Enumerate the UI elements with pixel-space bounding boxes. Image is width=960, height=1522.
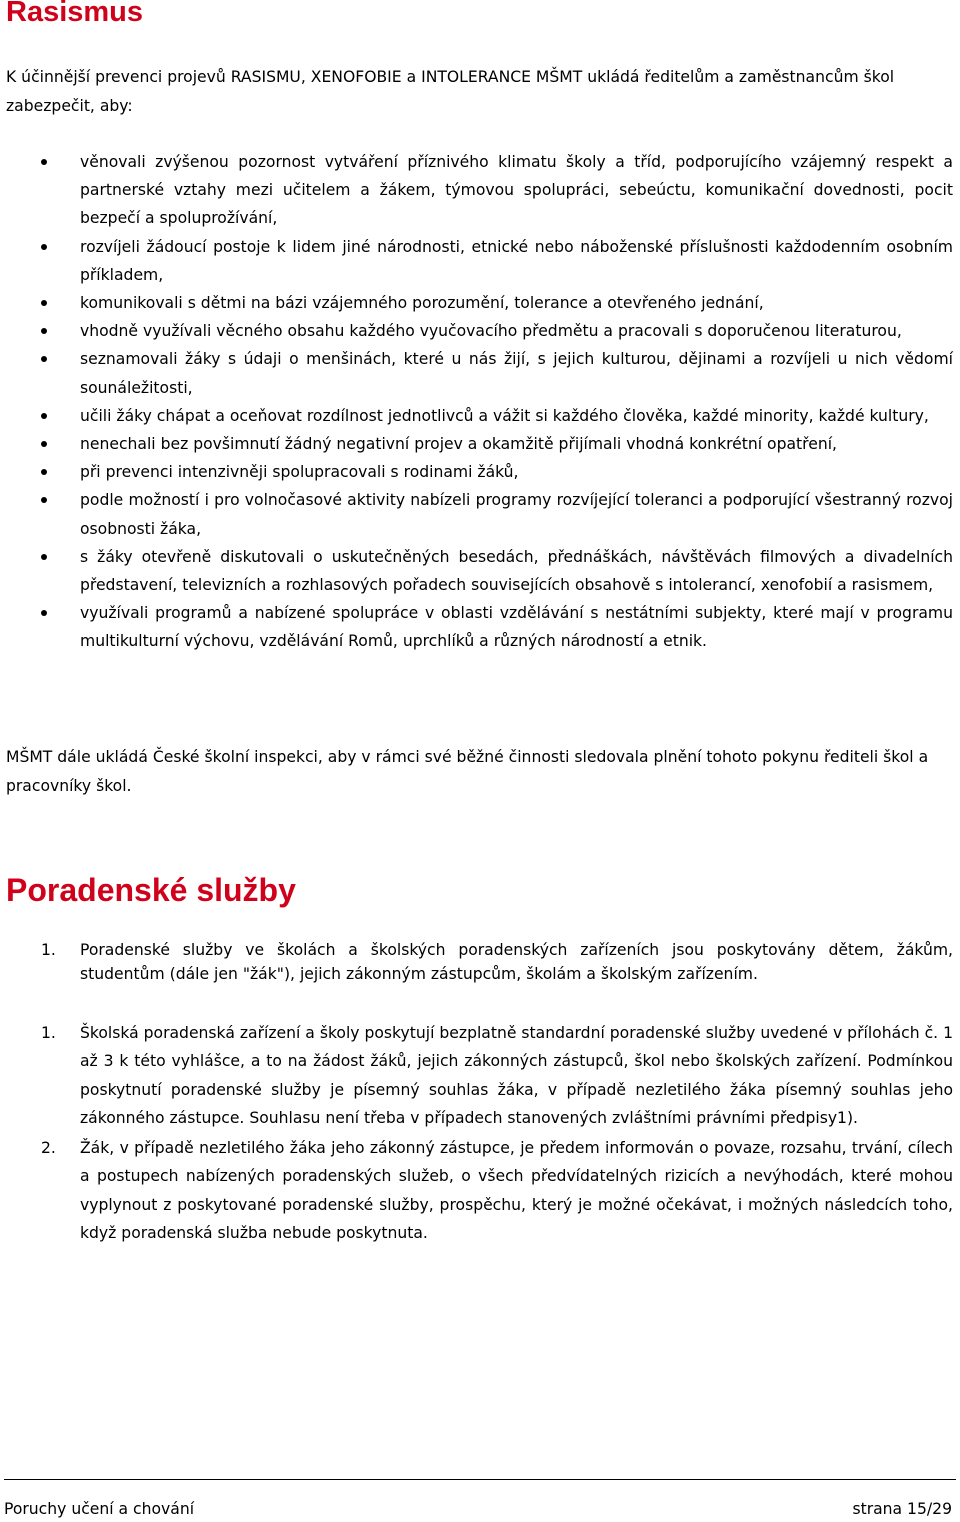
list-item-text: Žák, v případě nezletilého žáka jeho zákonný zástupce, je předem informován o povaze, rozsahu, trvání, cílech a postupech nabízených poradenských služeb, o všech předvídatelných rizicích a nevýhodách, které mohou vyplynout z poskytované poradenské služby, prospěchu, který je možné očekávat, i možných následcích toho, když poradenská služba nebude poskytnuta. — [80, 1139, 953, 1243]
list-item-text: využívali programů a nabízené spolupráce v oblasti vzdělávání s nestátními subjekty, které mají v programu multikulturní výchovu, vzdělávání Romů, uprchlíků a různých národností a etnik. — [80, 604, 953, 651]
list-item — [0, 402, 953, 430]
bullet-icon — [41, 328, 47, 334]
bullet-icon — [41, 441, 47, 447]
closing-paragraph: MŠMT dále ukládá České školní inspekci, aby v rámci své běžné činnosti sledovala plnění tohoto pokynu řediteli škol a pracovníky škol. — [6, 748, 929, 795]
bullet-icon — [41, 413, 47, 419]
list-item — [0, 458, 953, 486]
measures-bullet-list — [0, 148, 960, 656]
list-item — [0, 543, 953, 599]
list-item-text: seznamovali žáky s údaji o menšinách, které u nás žijí, s jejich kulturou, dějinami a rozvíjeli u nich vědomí sounáležitosti, — [80, 350, 953, 397]
intro-paragraph: K účinnější prevenci projevů RASISMU, XENOFOBIE a INTOLERANCE MŠMT ukládá ředitelům a zaměstnancům škol zabezpečit, aby: — [6, 68, 895, 115]
list-item — [0, 317, 953, 345]
bullet-icon — [41, 159, 47, 165]
list-item-text: rozvíjeli žádoucí postoje k lidem jiné národnosti, etnické nebo náboženské příslušnosti každodenním osobním příkladem, — [80, 237, 953, 284]
footer-document-title: Poruchy učení a chování — [4, 1500, 195, 1518]
bullet-icon — [41, 469, 47, 475]
services-list-2 — [0, 1019, 960, 1247]
footer-page-number: strana 15/29 — [852, 1500, 952, 1518]
list-item — [0, 1019, 953, 1132]
list-item-number: 2. — [41, 1139, 56, 1158]
section-heading-poradenske-sluzby: Poradenské služby — [6, 872, 296, 908]
bullet-icon — [41, 554, 47, 560]
list-item — [0, 148, 953, 233]
list-item-text: Poradenské služby ve školách a školských poradenských zařízeních jsou poskytovány dětem, žákům, studentům (dále jen "žák"), jejich zákonným zástupcům, školám a školským zařízením. — [80, 941, 953, 983]
list-item — [0, 233, 953, 289]
list-item-text: Školská poradenská zařízení a školy poskytují bezplatně standardní poradenské služby uvedené v přílohách č. 1 až 3 k této vyhlášce, a to na žádost žáků, jejich zákonných zástupců, škol nebo školských zařízení. Podmínkou poskytnutí poradenské služby je písemný souhlas žáka, v případě nezletilého žáka písemný souhlas jeho zákonného zástupce. Souhlasu není třeba v případech stanovených zvláštními právními předpisy1). — [80, 1024, 953, 1127]
section-heading-rasismus: Rasismus — [6, 0, 144, 28]
list-item-text: podle možností i pro volnočasové aktivity nabízeli programy rozvíjející toleranci a podporující všestranný rozvoj osobnosti žáka, — [80, 491, 953, 538]
list-item — [0, 486, 953, 542]
list-item — [0, 430, 953, 458]
list-item-number: 1. — [41, 1024, 56, 1042]
list-item — [0, 289, 953, 317]
list-item-text: při prevenci intenzivněji spolupracovali s rodinami žáků, — [80, 463, 519, 482]
bullet-icon — [41, 244, 47, 250]
list-item — [0, 1134, 953, 1247]
list-item — [0, 599, 953, 655]
bullet-icon — [41, 610, 47, 616]
list-item — [0, 345, 953, 401]
list-item-text: nenechali bez povšimnutí žádný negativní projev a okamžitě přijímali vhodná konkrétní opatření, — [80, 435, 837, 454]
list-item — [0, 939, 953, 986]
bullet-icon — [41, 497, 47, 503]
bullet-icon — [41, 356, 47, 362]
footer-divider — [4, 1479, 956, 1480]
list-item-text: učili žáky chápat a oceňovat rozdílnost jednotlivců a vážit si každého člověka, každé minority, každé kultury, — [80, 406, 929, 425]
services-list-1 — [0, 939, 960, 986]
list-item-number: 1. — [41, 941, 56, 959]
list-item-text: s žáky otevřeně diskutovali o uskutečněných besedách, přednáškách, návštěvách filmových a divadelních představení, televizních a rozhlasových pořadech souvisejících obsahově s intolerancí, xenofobií a rasismem, — [80, 547, 953, 595]
list-item-text: komunikovali s dětmi na bázi vzájemného porozumění, tolerance a otevřeného jednání, — [80, 294, 764, 313]
list-item-text: vhodně využívali věcného obsahu každého vyučovacího předmětu a pracovali s doporučenou literaturou, — [80, 322, 902, 341]
list-item-text: věnovali zvýšenou pozornost vytváření příznivého klimatu školy a tříd, podporujícího vzájemný respekt a partnerské vztahy mezi učitelem a žákem, týmovou spolupráci, sebeúctu, komunikační dovednosti, pocit bezpečí a spoluprožívání, — [80, 153, 953, 228]
bullet-icon — [41, 300, 47, 306]
